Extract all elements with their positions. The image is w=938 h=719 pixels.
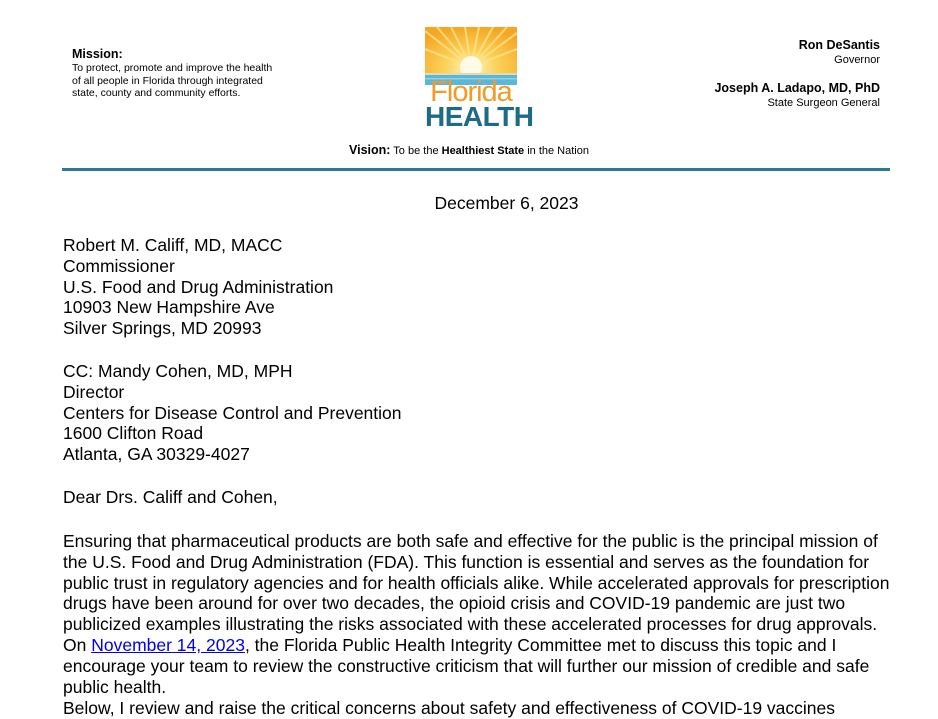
surgeon-general-title: State Surgeon General bbox=[767, 97, 880, 109]
cc-address bbox=[63, 361, 893, 465]
recipient-line: Commissioner bbox=[63, 255, 175, 276]
mission-line: state, county and community efforts. bbox=[72, 87, 241, 99]
vision-statement bbox=[0, 143, 938, 159]
governor-title: Governor bbox=[834, 54, 880, 66]
recipient-line: U.S. Food and Drug Administration bbox=[63, 276, 334, 297]
cc-line: Centers for Disease Control and Prevention bbox=[63, 402, 402, 423]
recipient-address bbox=[63, 235, 893, 339]
salutation: Dear Drs. Califf and Cohen, bbox=[63, 487, 278, 507]
surgeon-general-name: Joseph A. Ladapo, MD, PhD bbox=[714, 81, 880, 95]
mission-line: of all people in Florida through integrated bbox=[72, 74, 263, 87]
recipient-line: Silver Springs, MD 20993 bbox=[63, 318, 262, 339]
paragraph-text-after: , the Florida Public Health Integrity Committee met to discuss this topic and I encourage your team to review the constructive criticism that will further our mission of credible and safe public health. bbox=[63, 634, 870, 697]
officials-block bbox=[620, 38, 880, 110]
next-paragraph-line: Below, I review and raise the critical concerns about safety and effectiveness of COVID-19 vaccines bbox=[63, 698, 836, 718]
cc-line: 1600 Clifton Road bbox=[63, 423, 204, 444]
paragraph-text-before: Ensuring that pharmaceutical products are both safe and effective for the public is the principal mission of the U.S. Food and Drug Administration (FDA). This function is essential and serves as the foundation for public trust in regulatory agencies and for health officials alike. While accelerated approvals for prescription drugs have been around for over two decades, the opioid crisis and COVID-19 pandemic are just two publicized examples illustrating the risks associated with these accelerated processes for drug approvals. On bbox=[63, 531, 890, 655]
florida-health-logo bbox=[425, 27, 534, 132]
mission-statement bbox=[72, 47, 302, 100]
mission-text bbox=[72, 62, 290, 100]
recipient-line: 10903 New Hampshire Ave bbox=[63, 297, 275, 318]
logo-word-florida: Florida bbox=[430, 76, 512, 108]
cc-line: Director bbox=[63, 381, 125, 402]
mission-title: Mission: bbox=[72, 47, 123, 61]
governor-name: Ron DeSantis bbox=[798, 38, 880, 52]
vision-label: Vision: bbox=[349, 143, 391, 157]
body-paragraph bbox=[63, 531, 893, 697]
meeting-date-link[interactable]: November 14, 2023 bbox=[91, 634, 245, 655]
cc-line: CC: Mandy Cohen, MD, MPH bbox=[63, 361, 293, 381]
vision-text-after: in the Nation bbox=[524, 145, 589, 157]
vision-emphasis: Healthiest State bbox=[441, 145, 525, 157]
vision-text-before: To be the bbox=[390, 145, 442, 157]
recipient-line: Robert M. Califf, MD, MACC bbox=[63, 235, 283, 255]
logo-word-health: HEALTH bbox=[425, 101, 534, 132]
cc-line: Atlanta, GA 30329-4027 bbox=[63, 444, 250, 465]
letterhead-divider bbox=[62, 168, 890, 171]
paragraph-text bbox=[63, 531, 893, 697]
mission-line: To protect, promote and improve the health bbox=[72, 62, 273, 74]
letter-date: December 6, 2023 bbox=[434, 193, 579, 213]
next-paragraph-fragment bbox=[63, 698, 893, 719]
